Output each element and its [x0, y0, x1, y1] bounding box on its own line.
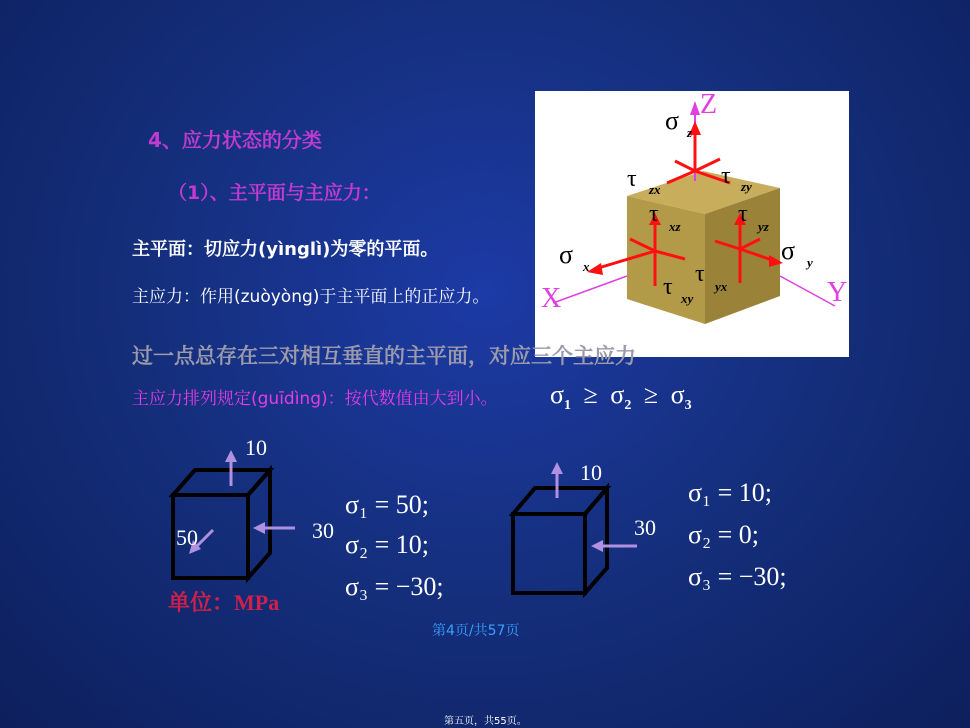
- sigma-y-symbol: σ: [781, 236, 796, 265]
- principal-planes-statement: 过一点总存在三对相互垂直的主平面，对应三个主应力: [132, 344, 636, 368]
- tau-zx-sub: zx: [649, 182, 661, 197]
- tau-zy-sub: zy: [741, 179, 752, 194]
- sigma-x-symbol: σ: [559, 240, 574, 269]
- x-axis-label: X: [541, 283, 562, 314]
- stress-cube-svg: [535, 91, 849, 357]
- unit-label: 单位：MPa: [168, 590, 280, 615]
- sigma-z-sub: z: [687, 125, 693, 140]
- tau-xy-sub: xy: [681, 291, 694, 306]
- sigma-z-symbol: σ: [665, 106, 680, 135]
- section-heading: 4、应力状态的分类: [148, 128, 322, 152]
- x-axis: [553, 276, 627, 303]
- stress-cube-diagram: [535, 91, 849, 357]
- page-indicator: 第4页/共57页: [432, 623, 520, 639]
- ex1-eq3: σ₃ = −30;: [345, 572, 444, 601]
- ex1-eq2: σ₂ = 10;: [345, 530, 429, 559]
- ex2-top-value: 10: [580, 460, 602, 485]
- tau-yz-sub: yz: [758, 219, 769, 234]
- z-axis-arrow: [690, 101, 700, 115]
- sigma-y-sub: y: [807, 255, 813, 270]
- ex1-top-value: 10: [245, 435, 267, 460]
- ordering-formula: $\sigma_1 \ge \sigma_2 \ge \sigma_3$: [550, 380, 692, 414]
- ex1-eq1: σ₁ = 50;: [345, 490, 429, 519]
- ex2-right-value: 30: [634, 515, 656, 540]
- ex1-front-value: 50: [176, 525, 198, 550]
- principal-plane-definition: 主平面：切应力(yìnglì)为零的平面。: [132, 239, 439, 260]
- sigma-x-sub: x: [583, 259, 590, 274]
- principal-stress-definition: 主应力：作用(zuòyòng)于主平面上的正应力。: [132, 287, 490, 307]
- tau-xz-symbol: τ: [649, 201, 659, 227]
- tau-xy-symbol: τ: [663, 274, 673, 300]
- tau-yx-symbol: τ: [695, 261, 705, 287]
- ex2-eq3: σ₃ = −30;: [688, 562, 787, 591]
- footer-page-note: 第五页，共55页。: [444, 716, 527, 727]
- z-axis-label: Z: [700, 91, 718, 120]
- tau-zy-symbol: τ: [721, 163, 731, 189]
- example1-cube: [165, 448, 305, 583]
- tau-yx-sub: yx: [715, 279, 728, 294]
- subsection-heading: （1）、主平面与主应力：: [168, 182, 381, 204]
- tau-yz-symbol: τ: [738, 201, 748, 227]
- ex2-eq2: σ₂ = 0;: [688, 520, 759, 549]
- tau-xz-sub: xz: [669, 219, 681, 234]
- tau-zx-symbol: τ: [627, 166, 637, 192]
- ex2-eq1: σ₁ = 10;: [688, 478, 772, 507]
- y-axis-label: Y: [827, 277, 848, 308]
- cube-front-face: [627, 196, 705, 324]
- ex1-right-value: 30: [312, 518, 334, 543]
- ordering-rule: 主应力排列规定(guīdìng)：按代数值由大到小。: [132, 389, 498, 409]
